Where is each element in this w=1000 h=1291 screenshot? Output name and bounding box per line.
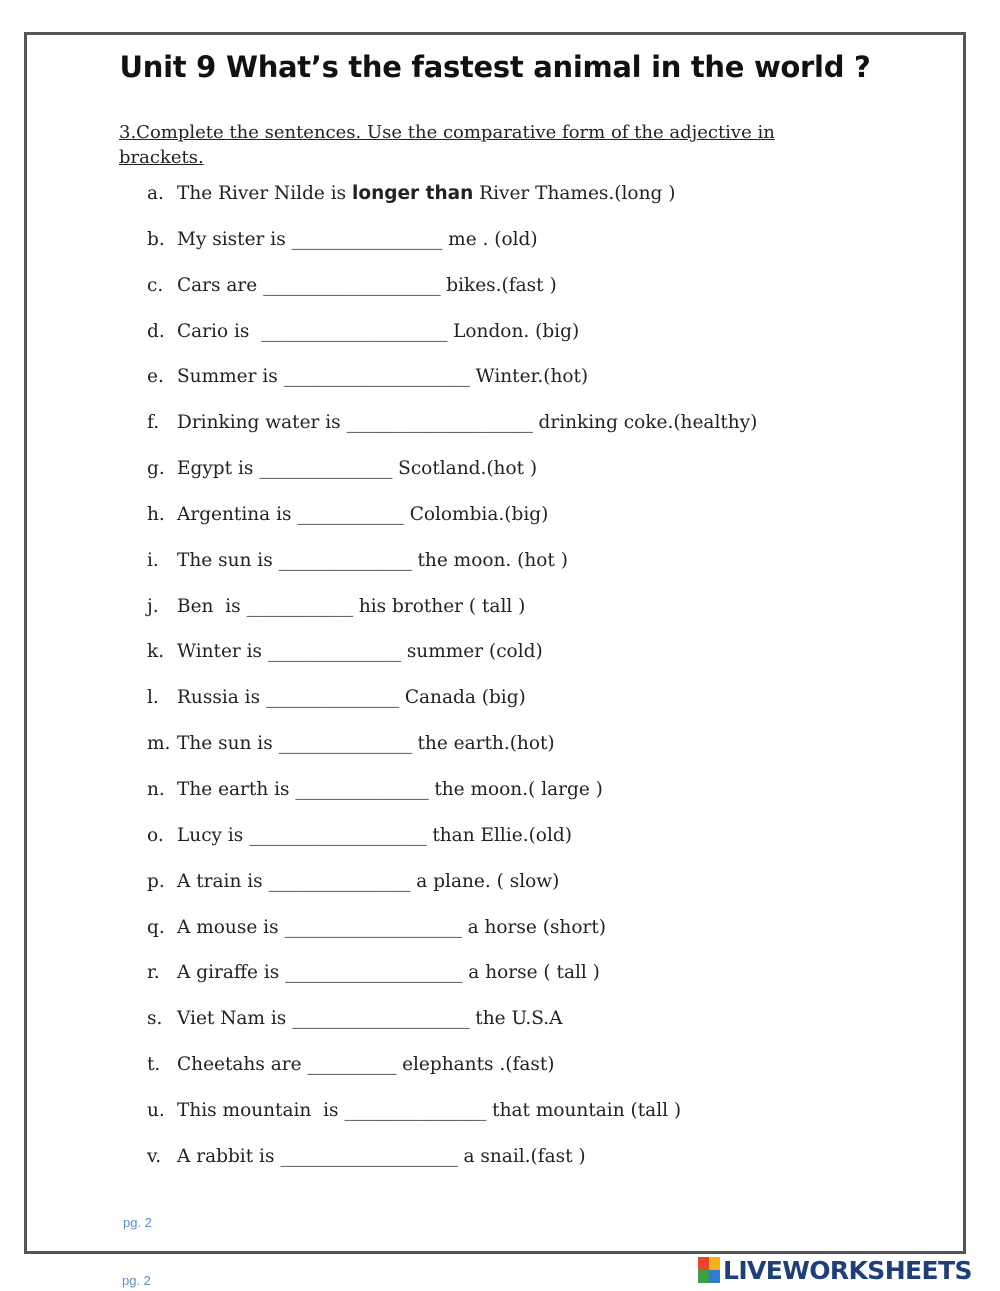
question-item xyxy=(147,684,757,730)
question-text-end: the moon.( large ) xyxy=(434,778,603,800)
question-item xyxy=(147,272,757,318)
question-item xyxy=(147,638,757,684)
answer-blank[interactable]: _______________ xyxy=(295,778,429,800)
question-label: d. xyxy=(147,320,165,342)
page-title xyxy=(27,50,963,84)
question-text-start: Viet Nam is xyxy=(177,1008,287,1030)
question-text-start: Summer is xyxy=(177,366,278,388)
question-text-start: A rabbit is xyxy=(177,1145,275,1167)
page-number: pg. 2 xyxy=(123,1215,152,1230)
answer-blank[interactable]: ____________ xyxy=(246,595,353,617)
question-item xyxy=(147,822,757,868)
question-text-start: Argentina is xyxy=(177,503,292,525)
answer-blank[interactable]: _______________ xyxy=(266,687,399,709)
question-label: c. xyxy=(147,274,164,296)
question-label: m. xyxy=(147,733,171,755)
question-text-start: The River Nilde is xyxy=(177,183,353,204)
question-text-start: My sister is xyxy=(177,228,286,250)
question-text-start: This mountain is xyxy=(177,1099,339,1121)
question-text-start: A train is xyxy=(177,870,263,892)
answer-blank[interactable]: ____________________ xyxy=(285,962,463,984)
brand-name: LIVEWORKSHEETS xyxy=(723,1255,972,1285)
liveworksheets-brand[interactable] xyxy=(698,1256,972,1284)
question-label: l. xyxy=(147,687,159,709)
question-text-end: River Thames.(long ) xyxy=(473,183,676,204)
question-text-start: The sun is xyxy=(177,549,273,571)
question-text-start: Cario is xyxy=(177,320,256,342)
question-text-end: me . (old) xyxy=(448,228,538,250)
question-label: j. xyxy=(147,595,159,617)
question-label: r. xyxy=(147,962,160,984)
question-text-end: Winter.(hot) xyxy=(475,366,589,388)
question-text-end: the earth.(hot) xyxy=(417,733,555,755)
answer-blank[interactable]: ____________________ xyxy=(284,916,462,938)
answer-blank[interactable]: _____________________ xyxy=(346,412,533,434)
answer-blank[interactable]: ____________ xyxy=(297,503,404,525)
question-text-end: drinking coke.(healthy) xyxy=(538,412,758,434)
question-label: k. xyxy=(147,641,165,663)
question-label: t. xyxy=(147,1054,161,1076)
question-item xyxy=(147,959,757,1005)
question-item xyxy=(147,363,757,409)
page-number-footer: pg. 2 xyxy=(122,1273,151,1288)
question-text-end: Canada (big) xyxy=(404,687,526,709)
question-text-start: Ben is xyxy=(177,595,241,617)
question-label: v. xyxy=(147,1145,162,1167)
answer-blank[interactable]: ____________________ xyxy=(280,1145,458,1167)
question-text-start: Lucy is xyxy=(177,824,244,846)
question-text-end: the moon. (hot ) xyxy=(417,549,568,571)
question-text-end: that mountain (tall ) xyxy=(492,1099,682,1121)
question-label: h. xyxy=(147,503,165,525)
question-text-end: a snail.(fast ) xyxy=(463,1145,586,1167)
question-item xyxy=(147,501,757,547)
question-item xyxy=(147,547,757,593)
question-item xyxy=(147,593,757,639)
question-item xyxy=(147,226,757,272)
question-text-end: a horse (short) xyxy=(467,916,606,938)
question-label: o. xyxy=(147,824,164,846)
question-item xyxy=(147,868,757,914)
question-item xyxy=(147,455,757,501)
answer-blank[interactable]: _______________ xyxy=(259,458,393,480)
question-text-start: Cars are xyxy=(177,274,258,296)
question-label: b. xyxy=(147,228,165,250)
answer-blank[interactable]: _______________ xyxy=(278,549,412,571)
answer-blank[interactable]: _______________ xyxy=(268,641,401,663)
example-answer: longer than xyxy=(352,183,474,204)
answer-blank[interactable]: ____________________ xyxy=(292,1008,470,1030)
question-label: f. xyxy=(147,412,160,434)
question-item xyxy=(147,318,757,364)
question-item xyxy=(147,180,757,226)
answer-blank[interactable]: _________________ xyxy=(291,228,443,250)
answer-blank[interactable]: _____________________ xyxy=(283,366,470,388)
question-text-start: Winter is xyxy=(177,641,263,663)
question-item xyxy=(147,1097,757,1143)
question-text-start: The sun is xyxy=(177,733,273,755)
question-label: s. xyxy=(147,1008,163,1030)
liveworksheets-logo-icon xyxy=(698,1257,720,1283)
question-label: a. xyxy=(147,183,164,204)
question-item xyxy=(147,730,757,776)
question-label: q. xyxy=(147,916,165,938)
question-item xyxy=(147,1005,757,1051)
question-text-start: Drinking water is xyxy=(177,412,341,434)
question-text-start: Russia is xyxy=(177,687,261,709)
answer-blank[interactable]: _______________ xyxy=(278,733,412,755)
question-text-end: Colombia.(big) xyxy=(409,503,549,525)
question-text-end: Scotland.(hot ) xyxy=(398,458,538,480)
question-text-end: a plane. ( slow) xyxy=(416,870,560,892)
question-item xyxy=(147,914,757,960)
question-text-start: Egypt is xyxy=(177,458,254,480)
question-text-start: Cheetahs are xyxy=(177,1054,302,1076)
question-label: n. xyxy=(147,778,165,800)
question-text-end: elephants .(fast) xyxy=(402,1054,555,1076)
answer-blank[interactable]: _____________________ xyxy=(261,320,448,342)
question-text-start: A mouse is xyxy=(177,916,279,938)
question-label: e. xyxy=(147,366,164,388)
worksheet-page xyxy=(24,32,966,1254)
question-text-start: A giraffe is xyxy=(177,962,280,984)
question-text-start: The earth is xyxy=(177,778,290,800)
question-item xyxy=(147,1051,757,1097)
question-item xyxy=(147,409,757,455)
answer-blank[interactable]: ________________ xyxy=(344,1099,487,1121)
unit-question: What’s the fastest animal in the world ? xyxy=(226,50,871,84)
question-text-end: a horse ( tall ) xyxy=(468,962,600,984)
question-label: g. xyxy=(147,458,165,480)
answer-blank[interactable]: ________________ xyxy=(268,870,411,892)
question-text-end: London. (big) xyxy=(453,320,580,342)
question-text-end: the U.S.A xyxy=(475,1008,563,1030)
question-item xyxy=(147,776,757,822)
question-text-end: summer (cold) xyxy=(406,641,543,663)
answer-blank[interactable]: ____________________ xyxy=(263,274,441,296)
question-list xyxy=(147,180,757,1189)
question-text-end: his brother ( tall ) xyxy=(358,595,526,617)
unit-label: Unit 9 xyxy=(119,50,216,84)
question-text-end: bikes.(fast ) xyxy=(446,274,557,296)
question-label: i. xyxy=(147,549,159,571)
question-label: u. xyxy=(147,1099,165,1121)
answer-blank[interactable]: ____________________ xyxy=(249,824,427,846)
question-text-end: than Ellie.(old) xyxy=(432,824,572,846)
question-label: p. xyxy=(147,870,165,892)
answer-blank[interactable]: __________ xyxy=(307,1054,397,1076)
exercise-instruction: 3.Complete the sentences. Use the comparative form of the adjective in brackets. xyxy=(119,122,775,168)
question-item xyxy=(147,1143,757,1189)
